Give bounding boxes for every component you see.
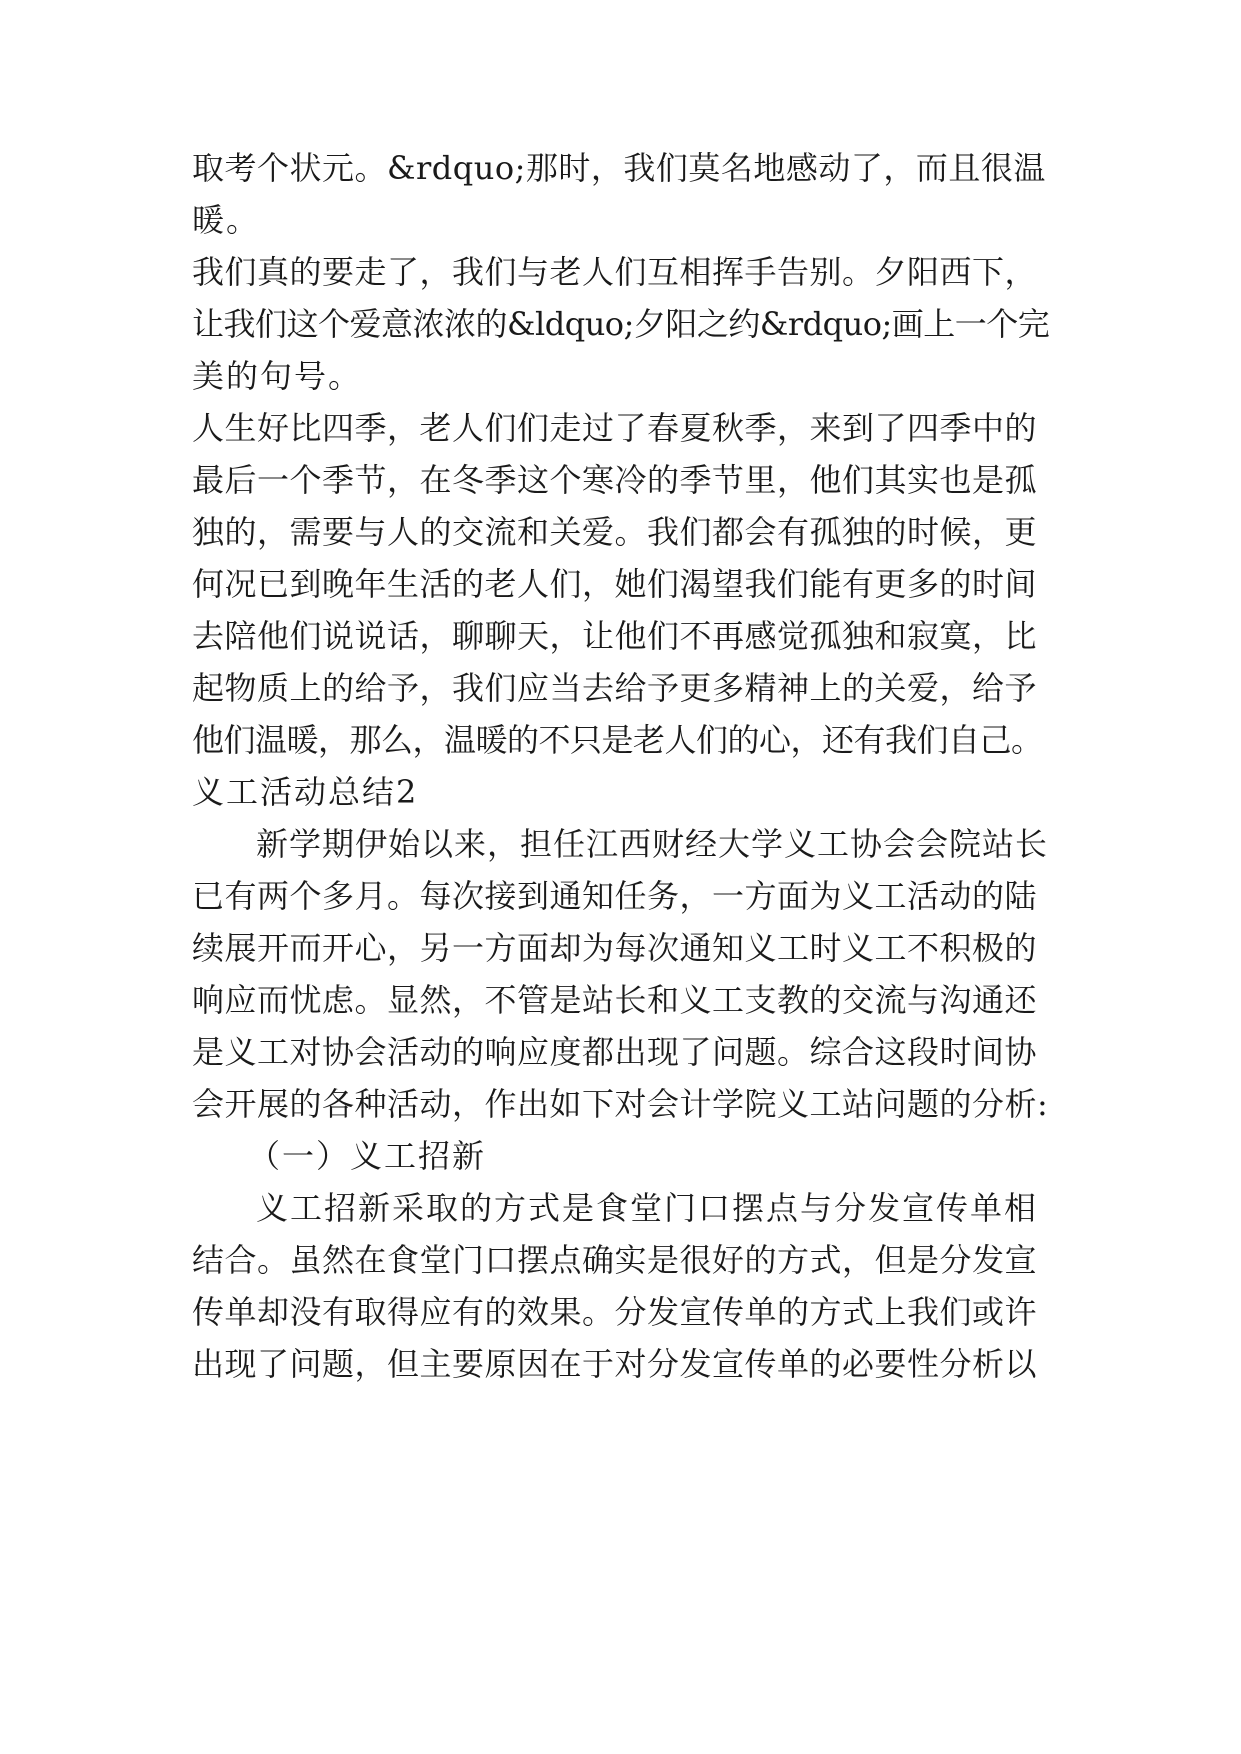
text-line: 是义工对协会活动的响应度都出现了问题。综合这段时间协 [192, 1033, 1038, 1071]
text-line: 传单却没有取得应有的效果。分发宣传单的方式上我们或许 [192, 1293, 1038, 1331]
text-line: 出现了问题，但主要原因在于对分发宣传单的必要性分析以 [192, 1345, 1038, 1383]
text-line: 美的句号。 [192, 357, 363, 395]
text-line: 暖。 [192, 201, 261, 239]
text-line: 已有两个多月。每次接到通知任务，一方面为义工活动的陆 [192, 877, 1038, 915]
text-line: 会开展的各种活动，作出如下对会计学院义工站问题的分析: [192, 1085, 1049, 1123]
text-line: 去陪他们说说话，聊聊天，让他们不再感觉孤独和寂寞，比 [192, 617, 1038, 655]
text-line: 新学期伊始以来，担任江西财经大学义工协会会院站长 [256, 825, 1049, 863]
text-line: 结合。虽然在食堂门口摆点确实是很好的方式，但是分发宣 [192, 1241, 1038, 1279]
text-line: 取考个状元。&rdquo;那时，我们莫名地感动了，而且很温 [192, 149, 1046, 187]
subsection-heading: （一）义工招新 [248, 1137, 487, 1175]
section-heading: 义工活动总结2 [192, 773, 419, 811]
text-line: 起物质上的给予，我们应当去给予更多精神上的关爱，给予 [192, 669, 1038, 707]
text-line: 最后一个季节，在冬季这个寒冷的季节里，他们其实也是孤 [192, 461, 1038, 499]
text-line: 续展开而开心，另一方面却为每次通知义工时义工不积极的 [192, 929, 1038, 967]
text-line: 他们温暖，那么，温暖的不只是老人们的心，还有我们自己。 [192, 721, 1043, 759]
text-line: 让我们这个爱意浓浓的&ldquo;夕阳之约&rdquo;画上一个完 [192, 305, 1050, 343]
text-line: 义工招新采取的方式是食堂门口摆点与分发宣传单相 [256, 1189, 1039, 1227]
text-line: 人生好比四季，老人们们走过了春夏秋季，来到了四季中的 [192, 409, 1038, 447]
text-line: 我们真的要走了，我们与老人们互相挥手告别。夕阳西下， [192, 253, 1038, 291]
text-line: 独的，需要与人的交流和关爱。我们都会有孤独的时候，更 [192, 513, 1038, 551]
text-line: 响应而忧虑。显然，不管是站长和义工支教的交流与沟通还 [192, 981, 1038, 1019]
text-line: 何况已到晚年生活的老人们，她们渴望我们能有更多的时间 [192, 565, 1038, 603]
